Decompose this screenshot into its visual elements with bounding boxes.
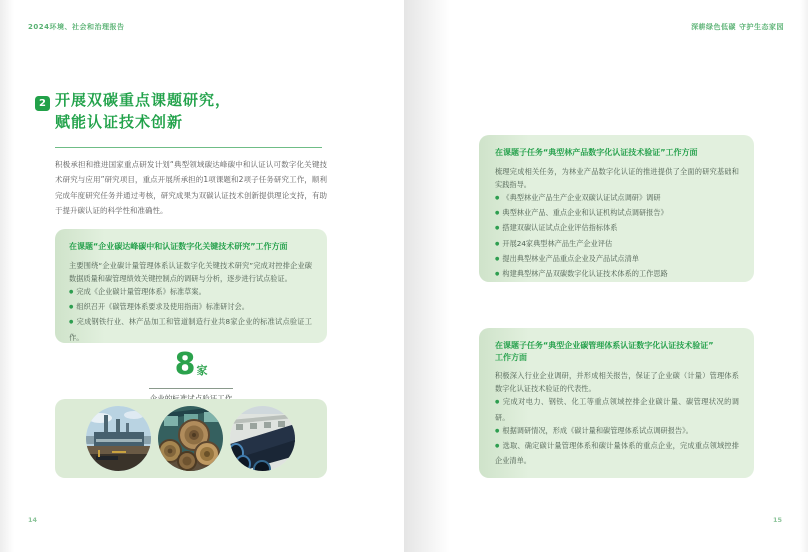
right-edge-shadow: [800, 0, 808, 552]
section-number-badge: [35, 96, 50, 111]
spine-shadow: [404, 0, 450, 552]
section-title-line1: 开展双碳重点课题研究，: [55, 91, 232, 109]
timber-logs-photo: [158, 406, 223, 471]
section-title: [55, 89, 345, 133]
topic-box-carbon-peak: [55, 229, 327, 343]
steel-pipes-illustration: [230, 406, 295, 471]
bullet-item: ● 典型林业产品、重点企业和认证机构试点调研报告》: [495, 206, 739, 221]
factory-plant-photo: [86, 406, 151, 471]
topic-box-body: 梳理完成相关任务，为林业产品数字化认证的推进提供了全面的研究基础和实践指导。: [495, 166, 739, 189]
running-header-left: 2024环境、社会和治理报告: [28, 23, 125, 31]
timber-logs-illustration: [158, 406, 223, 471]
topic-box-body: 主要围绕“企业碳计量管理体系认证数字化关键技术研究”完成对控排企业碳数据质量和碳管理绩效关键控制点的调研与分析，逐步进行试点验证。: [69, 260, 312, 283]
bullet-item: ● 完成钢铁行业、林产品加工和管道制造行业共8家企业的标准试点验证工作。: [69, 315, 312, 343]
page-number-left: 14: [28, 516, 38, 524]
section-number: 2: [39, 98, 46, 109]
running-header-right: 深耕绿色低碳 守护生态家园: [691, 23, 784, 31]
topic-box-heading: 在课题“企业碳达峰碳中和认证数字化关键技术研究”工作方面: [69, 242, 288, 251]
topic-box-heading: 在课题子任务“典型林产品数字化认证技术验证”工作方面: [495, 148, 698, 157]
intro-paragraph: 积极承担和推进国家重点研发计划“典型领域碳达峰碳中和认证认可数字化关键技术研究与应用”研究项目，重点开展所承担的1项课题和2项子任务研究工作，顺利完成年度研究任务并通过考核，研究成果为双碳认证技术创新提供理论支持，有助于提升碳认证的科学性和准确性。: [55, 160, 327, 216]
left-edge-shadow: [0, 0, 14, 552]
bullet-item: ● 完成《企业碳计量管理体系》标准草案。: [69, 285, 312, 300]
section-title-line2: 赋能认证技术创新: [55, 113, 184, 131]
bullet-item: ● 开展24家典型林产品生产企业评估: [495, 237, 739, 252]
statistic-underline: [149, 388, 233, 389]
topic-box-heading-line1: 在课题子任务“典型企业碳管理体系认证数字化认证技术验证”: [495, 341, 714, 350]
factory-plant-illustration: [86, 406, 151, 471]
statistic-unit: 家: [196, 364, 208, 377]
topic-box-forest-products: [479, 135, 754, 282]
steel-pipes-photo: [230, 406, 295, 471]
photo-strip: [55, 399, 327, 478]
page-number-right: 15: [772, 516, 782, 524]
bullet-item: ● 组织召开《碳管理体系要求及使用指南》标准研讨会。: [69, 300, 312, 315]
bullet-item: ● 提出典型林业产品重点企业及产品试点清单: [495, 252, 739, 267]
bullet-item: ● 搭建双碳认证试点企业评估指标体系: [495, 221, 739, 236]
title-divider: [55, 147, 322, 148]
topic-box-bullet-list: [495, 191, 739, 282]
statistic-value: [55, 347, 327, 386]
topic-box-heading-line2: 工作方面: [495, 352, 527, 362]
topic-box-heading: [495, 340, 739, 363]
topic-box-carbon-management: [479, 328, 754, 478]
bullet-item: ● 《典型林业产品生产企业双碳认证试点调研》调研: [495, 191, 739, 206]
topic-box-bullet-list: [69, 285, 312, 344]
topic-box-body: 积极深入行业企业调研，并形成相关报告，保证了企业碳（计量）管理体系数字化认证技术验证的代表性。: [495, 371, 739, 394]
topic-box-bullet-list: [495, 395, 739, 467]
bullet-item: ● 根据调研情况，形成《碳计量和碳管理体系试点调研报告》。: [495, 424, 739, 439]
bullet-item: ● 选取、确定碳计量管理体系和碳计量体系的重点企业，完成重点领域控排企业清单。: [495, 439, 739, 467]
bullet-item: ● 构建典型林产品双碳数字化认证技术体系的工作思路: [495, 267, 739, 282]
statistic-number: 8: [174, 347, 196, 382]
statistic-block: [55, 347, 327, 404]
bullet-item: ● 完成对电力、钢铁、化工等重点领域控排企业碳计量、碳管理状况的调研。: [495, 395, 739, 423]
